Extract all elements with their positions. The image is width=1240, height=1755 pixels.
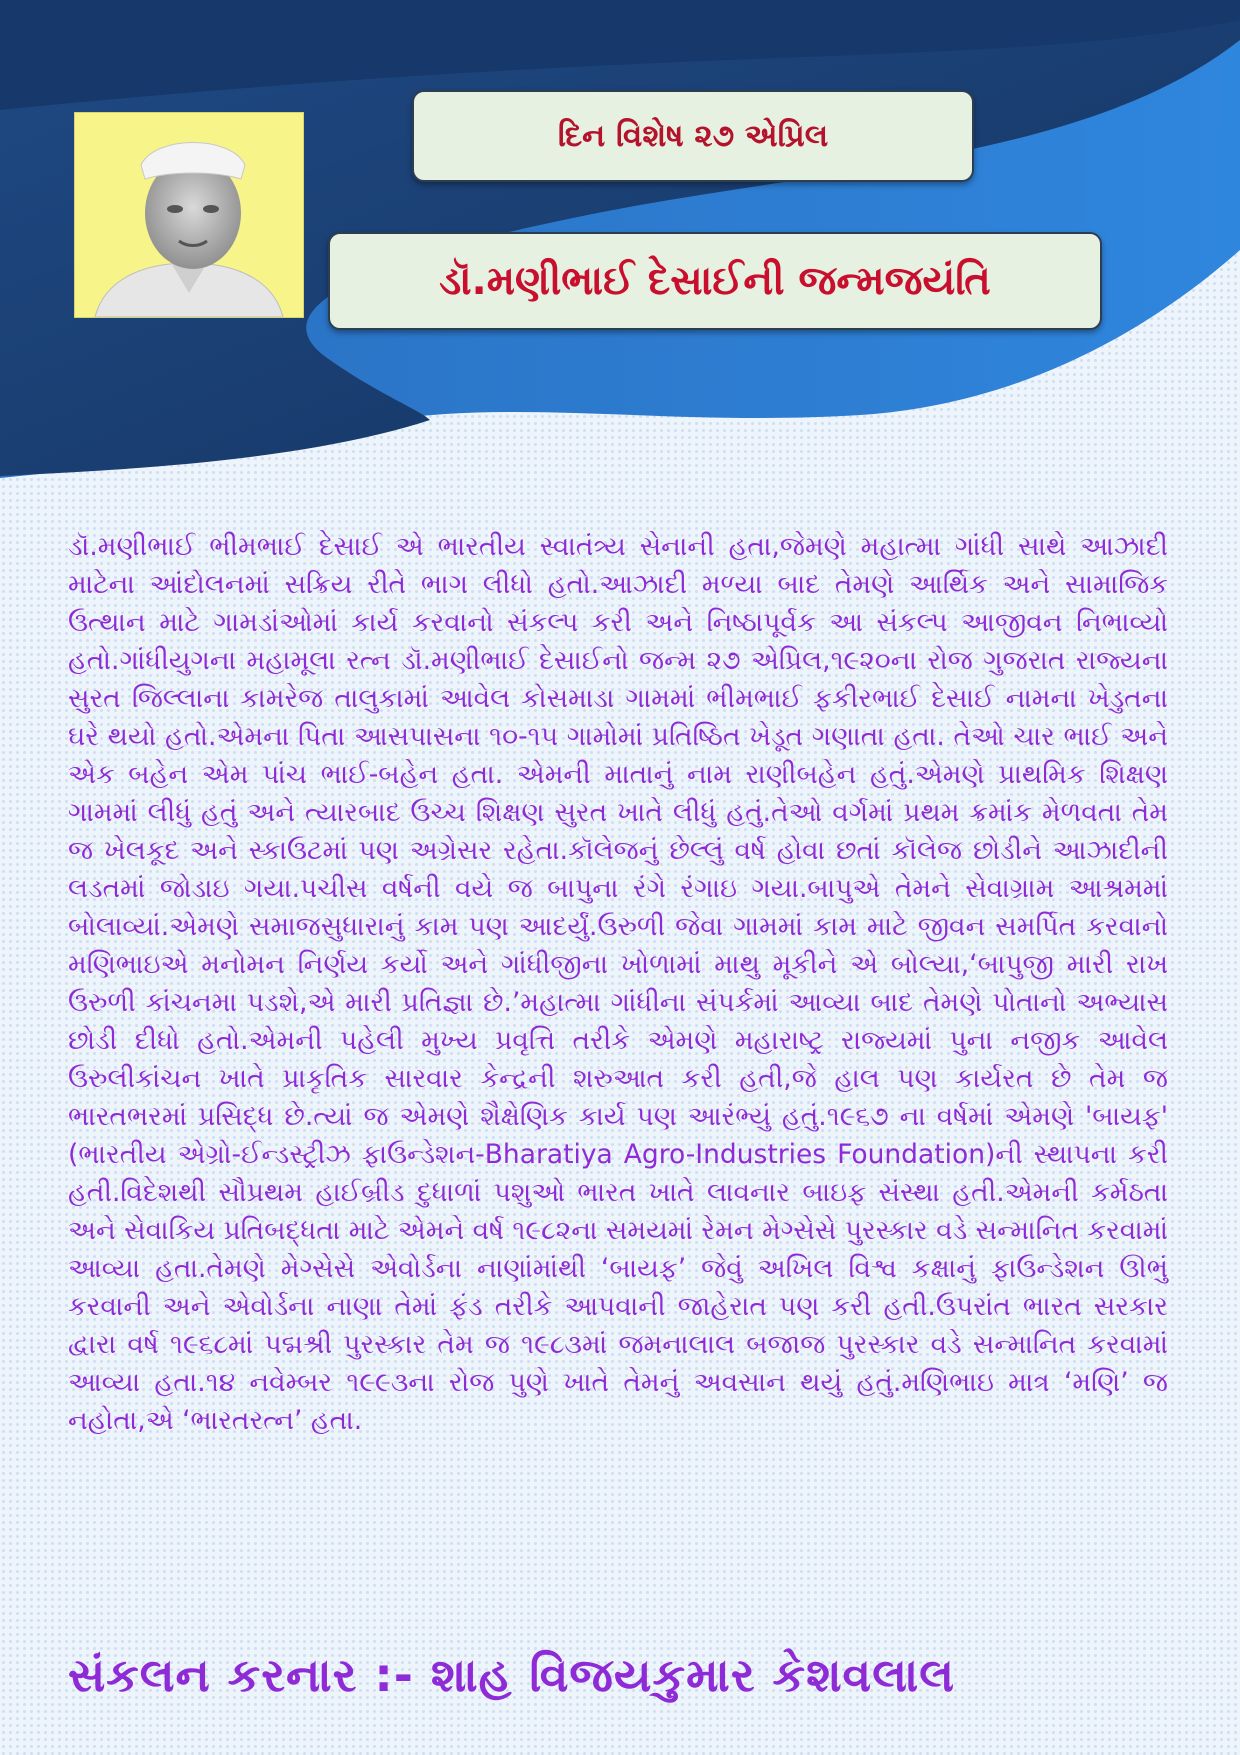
portrait-icon [75, 113, 303, 317]
page-title: ડૉ.મણીભાઈ દેસાઈની જન્મજયંતિ [439, 258, 991, 304]
compiler-credit: સંકલન કરનાર :- શાહ વિજયકુમાર કેશવલાલ [68, 1648, 956, 1702]
date-label: દિન વિશેષ ૨૭ એપ્રિલ [557, 117, 829, 154]
article-body: ડૉ.મણીભાઈ ભીમભાઈ દેસાઈ એ ભારતીય સ્વાતંત્ર્ય સેનાની હતા,જેમણે મહાત્મા ગાંધી સાથે આઝાદી માટેના આંદોલનમાં સક્રિય રીતે ભાગ લીધો હતો.આઝાદી મળ્યા બાદ તેમણે આર્થિક અને સામાજિક ઉત્થાન માટે ગામડાંઓમાં કાર્ય કરવાનો સંકલ્પ કરી અને નિષ્ઠાપૂર્વક આ સંકલ્પ આજીવન નિભાવ્યો હતો.ગાંધીયુગના મહામૂલા રત્ન ડૉ.મણીભાઈ દેસાઈનો જન્મ ૨૭ એપ્રિલ,૧૯૨૦ના રોજ ગુજરાત રાજ્યના સુરત જિલ્લાના કામરેજ તાલુકામાં આવેલ કોસમાડા ગામમાં ભીમભાઈ ફકીરભાઈ દેસાઈ નામના ખેડુતના ઘરે થયો હતો.એમના પિતા આસપાસના ૧૦-૧૫ ગામોમાં પ્રતિષ્ઠિત ખેડૂત ગણાતા હતા. તેઓ ચાર ભાઈ અને એક બહેન એમ પાંચ ભાઈ-બહેન હતા. એમની માતાનું નામ રાણીબહેન હતું.એમણે પ્રાથમિક શિક્ષણ ગામમાં લીધું હતું અને ત્યારબાદ ઉચ્ચ શિક્ષણ સુરત ખાતે લીધું હતું.તેઓ વર્ગમાં પ્રથમ ક્રમાંક મેળવતા તેમ જ ખેલકૂદ અને સ્કાઉટમાં પણ અગ્રેસર રહેતા.કૉલેજનું છેલ્લું વર્ષ હોવા છતાં કૉલેજ છોડીને આઝાદીની લડતમાં જોડાઇ ગયા.પચીસ વર્ષની વયે જ બાપુના રંગે રંગાઇ ગયા.બાપુએ તેમને સેવાગ્રામ આશ્રમમાં બોલાવ્યાં.એમણે સમાજસુધારાનું કામ પણ આદર્યું.ઉરુળી જેવા ગામમાં કામ માટે જીવન સમર્પિત કરવાનો મણિભાઇએ મનોમન નિર્ણય કર્યો અને ગાંધીજીના ખોળામાં માથુ મૂકીને એ બોલ્યા,‘બાપુજી મારી રાખ ઉરુળી કાંચનમા પડશે,એ મારી પ્રતિજ્ઞા છે.’મહાત્મા ગાંધીના સંપર્કમાં આવ્યા બાદ તેમણે પોતાનો અભ્યાસ છોડી દીધો હતો.એમની પહેલી મુખ્ય પ્રવૃત્તિ તરીકે એમણે મહારાષ્ટ્ર રાજ્યમાં પુના નજીક આવેલ ઉરુલીકાંચન ખાતે પ્રાકૃતિક સારવાર કેન્દ્રની શરુઆત કરી હતી,જે હાલ પણ કાર્યરત છે તેમ જ ભારતભરમાં પ્રસિદ્ધ છે.ત્યાં જ એમણે શૈક્ષેણિક કાર્ય પણ આરંભ્યું હતું.૧૯૬૭ ના વર્ષમાં એમણે 'બાયફ' (ભારતીય એગ્રો-ઈન્ડસ્ટ્રીઝ ફાઉન્ડેશન-Bharatiya Agro-Industries Foundation)ની સ્થાપના કરી હતી.વિદેશથી સૌપ્રથમ હાઈબ્રીડ દુધાળાં પશુઓ ભારત ખાતે લાવનાર બાઇફ સંસ્થા હતી.એમની કર્મઠતા અને સેવાકિય પ્રતિબદ્ધતા માટે એમને વર્ષ ૧૯૮૨ના સમયમાં રેમન મેગ્સેસે પુરસ્કાર વડે સન્માનિત કરવામાં આવ્યા હતા.તેમણે મેગ્સેસે એવોર્ડના નાણાંમાંથી ‘બાયફ’ જેવું અખિલ વિશ્વ કક્ષાનું ફાઉન્ડેશન ઊભું કરવાની અને એવોર્ડના નાણા તેમાં ફંડ તરીકે આપવાની જાહેરાત પણ કરી હતી.ઉપરાંત ભારત સરકાર દ્વારા વર્ષ ૧૯૬૮માં પદ્મશ્રી પુરસ્કાર તેમ જ ૧૯૮૩માં જમનાલાલ બજાજ પુરસ્કાર વડે સન્માનિત કરવામાં આવ્યા હતા.૧૪ નવેમ્બર ૧૯૯૩ના રોજ પુણે ખાતે તેમનું અવસાન થયું હતું.મણિભાઇ માત્ર ‘મણિ’ જ નહોતા,એ ‘ભારતરત્ન’ હતા. [68, 531, 1168, 1436]
title-banner [328, 232, 1102, 330]
date-banner [412, 90, 974, 182]
portrait-photo [74, 112, 304, 318]
